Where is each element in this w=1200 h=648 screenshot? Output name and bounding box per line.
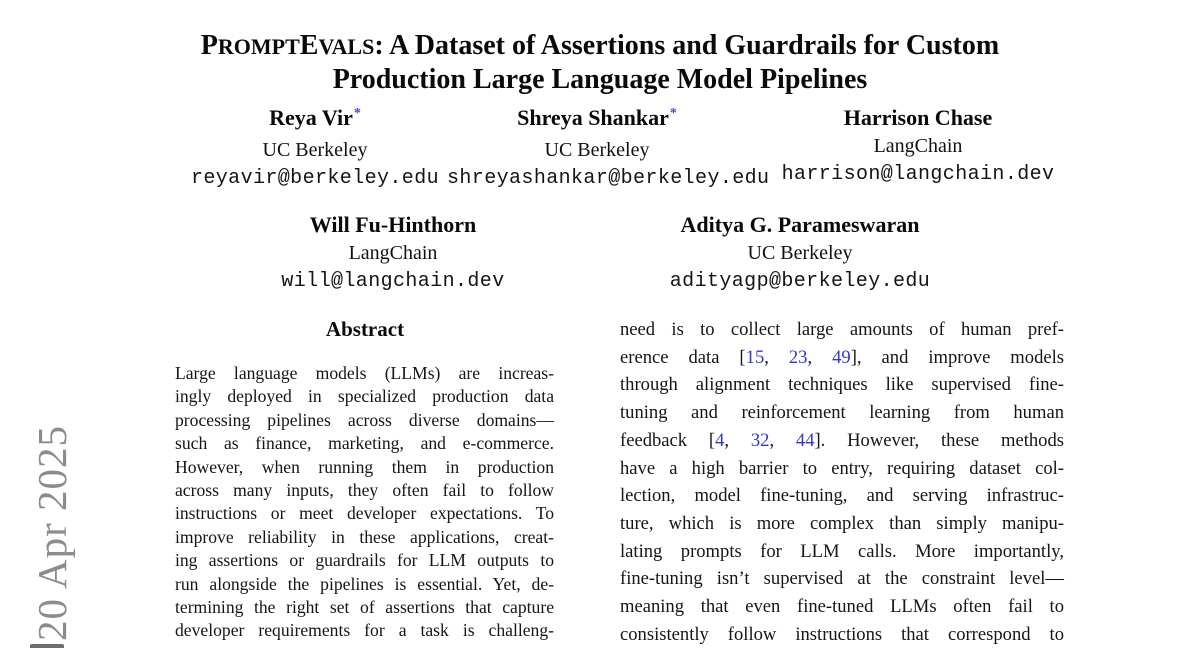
title-text: ROMPT xyxy=(217,34,300,59)
text-line: such as finance, marketing, and e-commerce. xyxy=(175,433,554,454)
citation-link[interactable]: 4 xyxy=(715,429,725,451)
text-line: fine-tuning isn’t supervised at the constraint level— xyxy=(620,568,1064,590)
text-line: have a high barrier to entry, requiring dataset col- xyxy=(620,457,1064,479)
text-line: across many inputs, they often fail to follow xyxy=(175,480,554,501)
author-affiliation: UC Berkeley xyxy=(262,139,368,161)
author-card xyxy=(243,211,543,296)
text: ]. However, these methods xyxy=(814,429,1064,451)
author-name xyxy=(243,211,543,239)
paper-title-line1 xyxy=(0,29,1200,63)
text: feedback [ xyxy=(620,429,716,451)
text: , xyxy=(764,346,789,368)
text-line: instructions or meet developer expectations. To xyxy=(175,503,554,524)
text-line: ture, which is more complex than simply manipu- xyxy=(620,512,1064,534)
text-line xyxy=(620,427,1064,455)
citation-link[interactable]: 15 xyxy=(745,346,765,368)
text: , xyxy=(769,429,796,451)
author-affiliation: UC Berkeley xyxy=(747,242,853,264)
title-text: : A Dataset of Assertions and Guardrails for Custom xyxy=(374,30,1000,61)
footnote-asterisk: * xyxy=(669,106,677,121)
text-line: improve reliability in these applications, creat- xyxy=(175,526,554,547)
author-name xyxy=(650,211,950,239)
author-affiliation: UC Berkeley xyxy=(544,139,650,161)
abstract-body xyxy=(175,362,554,643)
author-email: shreyashankar@berkeley.edu xyxy=(447,167,770,190)
author-card xyxy=(165,104,465,193)
text-line xyxy=(620,344,1064,372)
arxiv-sidebar-clipped-text xyxy=(30,644,64,648)
text: , xyxy=(807,346,833,368)
author-name xyxy=(165,104,465,136)
text-line: meaning that even fine-tuned LLMs often fail to xyxy=(620,596,1064,618)
text-line: run alongside the pipelines is essential. Yet, de- xyxy=(175,573,554,594)
citation-link[interactable]: 49 xyxy=(832,346,851,368)
text-line: lating prompts for LLM calls. More importantly, xyxy=(620,540,1064,562)
text-line: through alignment techniques like supervised fine- xyxy=(620,374,1064,396)
text-line: lection, model fine-tuning, and serving infrastruc- xyxy=(620,485,1064,507)
author-card xyxy=(447,104,770,193)
author-card xyxy=(768,104,1068,189)
arxiv-sidebar-date: 20 Apr 2025 xyxy=(29,425,75,641)
author-affiliation: LangChain xyxy=(873,135,963,157)
author-name-text: Harrison Chase xyxy=(843,105,993,130)
text-line: developer requirements for a task is challeng- xyxy=(175,620,554,641)
text-line: termining the right set of assertions that capture xyxy=(175,597,554,618)
text: ], and improve models xyxy=(850,346,1065,368)
text-line: tuning and reinforcement learning from human xyxy=(620,402,1064,424)
author-affiliation: LangChain xyxy=(348,242,438,264)
paper-title xyxy=(0,29,1200,96)
citation-link[interactable]: 44 xyxy=(795,429,815,451)
text: erence data [ xyxy=(620,346,746,368)
author-email: reyavir@berkeley.edu xyxy=(190,167,440,190)
title-text: VALS xyxy=(318,34,375,59)
text-line: processing pipelines across diverse domains— xyxy=(175,409,554,430)
text-line: consistently follow instructions that correspond to xyxy=(620,623,1064,645)
citation-link[interactable]: 32 xyxy=(750,429,770,451)
text-line: need is to collect large amounts of human pref- xyxy=(620,319,1064,340)
text-line: However, when running them in production xyxy=(175,456,554,477)
author-email: will@langchain.dev xyxy=(281,270,505,293)
author-email: harrison@langchain.dev xyxy=(781,163,1055,186)
author-card xyxy=(650,211,950,296)
text-line: Large language models (LLMs) are increas- xyxy=(175,363,554,383)
author-name xyxy=(447,104,747,136)
text-line: ingly deployed in specialized production data xyxy=(175,386,554,407)
author-email: adityagp@berkeley.edu xyxy=(669,270,931,293)
title-text: E xyxy=(299,30,319,61)
intro-body xyxy=(620,316,1064,648)
text: , xyxy=(724,429,751,451)
abstract-heading: Abstract xyxy=(325,317,405,341)
title-text: P xyxy=(200,30,218,61)
author-name-text: Shreya Shankar xyxy=(517,105,669,130)
author-name-text: Reya Vir xyxy=(269,105,353,130)
footnote-asterisk: * xyxy=(353,106,361,121)
paper-title-line2: Production Large Language Model Pipelines xyxy=(332,64,868,95)
author-name-text: Aditya G. Parameswaran xyxy=(680,212,920,237)
author-name xyxy=(768,104,1068,132)
text-line: ing assertions or guardrails for LLM outputs to xyxy=(175,550,554,571)
citation-link[interactable]: 23 xyxy=(788,346,808,368)
author-name-text: Will Fu-Hinthorn xyxy=(309,212,477,237)
